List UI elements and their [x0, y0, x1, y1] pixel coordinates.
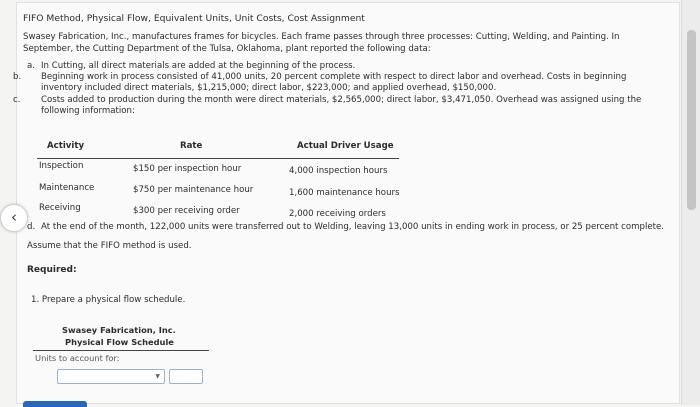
scrollbar[interactable]	[681, 0, 700, 405]
scrollbar-thumb[interactable]	[687, 30, 696, 210]
submit-button[interactable]	[23, 401, 87, 407]
item-a-text: In Cutting, all direct materials are added at the beginning of the process.	[41, 61, 356, 71]
item-b-text: Beginning work in process consisted of 41,000 units, 20 percent complete with respect to direct labor and overhead. Costs in beginning inventory included direct materials, $1,215,000; direct labor, $223,000; and applied overhead, $150,000.	[41, 72, 627, 93]
problem-page	[13, 2, 680, 404]
units-account-select[interactable]	[57, 369, 165, 384]
header-activity: Activity	[47, 141, 85, 151]
intro-paragraph: Swasey Fabrication, Inc., manufactures frames for bicycles. Each frame passes through three processes: Cutting, Welding, and Painting. In September, the Cutting Department of the Tulsa, Oklahoma, plant reported the following data:	[23, 32, 620, 54]
item-d-label: d.	[27, 222, 36, 232]
row-maintenance-usage: 1,600 maintenance hours	[289, 188, 400, 198]
schedule-title: Physical Flow Schedule	[65, 337, 174, 347]
chevron-left-icon[interactable]: ‹	[0, 204, 28, 232]
item-c-text: Costs added to production during the month were direct materials, $2,565,000; direct labor, $3,471,050. Overhead was assigned using the following information:	[41, 95, 642, 116]
table-header-rule	[37, 158, 399, 159]
item-a	[27, 61, 667, 72]
item-c-label: c.	[13, 95, 21, 105]
item-d-text: At the end of the month, 122,000 units were transferred out to Welding, leaving 13,000 units in ending work in process, or 25 percent complete.	[41, 222, 665, 232]
header-rate: Rate	[180, 141, 203, 151]
required-heading: Required:	[27, 265, 77, 275]
header-usage: Actual Driver Usage	[297, 141, 394, 151]
item-c	[13, 95, 667, 117]
question-1: 1. Prepare a physical flow schedule.	[31, 295, 186, 305]
problem-title: FIFO Method, Physical Flow, Equivalent Units, Unit Costs, Cost Assignment	[23, 13, 365, 24]
row-receiving-activity: Receiving	[39, 203, 81, 213]
chevron-down-icon: ▼	[155, 373, 160, 380]
row-receiving-rate: $300 per receiving order	[133, 206, 240, 216]
schedule-rule	[33, 350, 209, 351]
item-b-label: b.	[13, 72, 22, 82]
item-a-label: a.	[27, 61, 35, 71]
units-account-amount-input[interactable]	[169, 369, 203, 384]
row-inspection-usage: 4,000 inspection hours	[289, 166, 388, 176]
schedule-company: Swasey Fabrication, Inc.	[62, 325, 176, 335]
row-maintenance-rate: $750 per maintenance hour	[133, 185, 254, 195]
item-b	[13, 72, 655, 94]
row-maintenance-activity: Maintenance	[39, 183, 95, 193]
item-d	[27, 222, 664, 232]
assume-text: Assume that the FIFO method is used.	[27, 241, 192, 251]
row-inspection-rate: $150 per inspection hour	[133, 164, 242, 174]
row-receiving-usage: 2,000 receiving orders	[289, 209, 386, 219]
units-to-account-label: Units to account for:	[35, 353, 120, 363]
row-inspection-activity: Inspection	[39, 161, 84, 171]
